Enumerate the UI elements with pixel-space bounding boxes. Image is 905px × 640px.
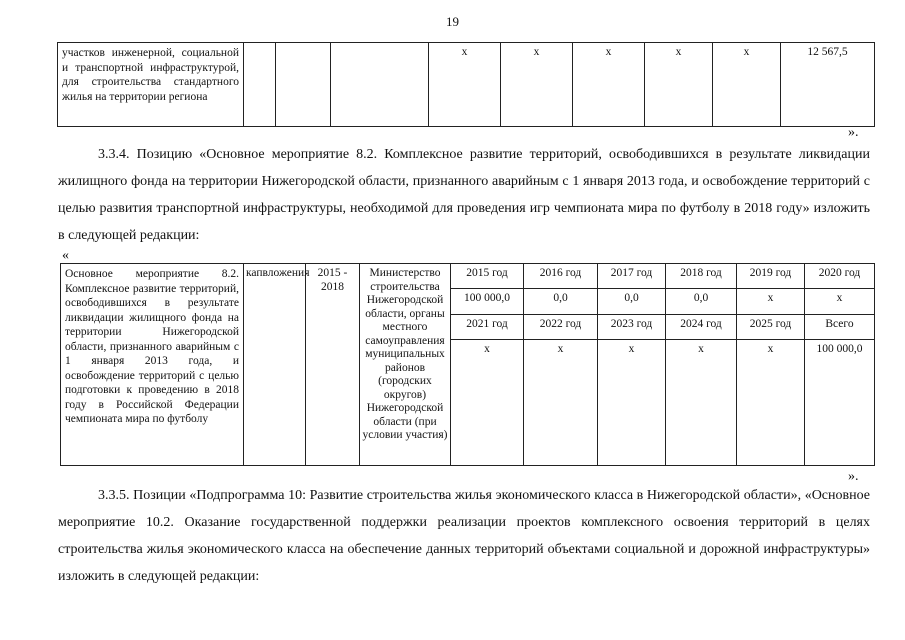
closing-quote: ». <box>848 125 859 140</box>
year-header: 2017 год <box>610 267 653 279</box>
year-value: x <box>557 343 564 355</box>
top-table <box>57 42 875 127</box>
main-table-executor: Министерство строительства Нижегородской области, органы местного самоуправления муниципальных районов (городских округов) Нижегородской области (при условии участия) <box>362 267 448 441</box>
total-header: Всего <box>825 318 854 330</box>
year-value: 0,0 <box>624 292 639 304</box>
top-table-value: x <box>675 46 682 58</box>
year-value: x <box>484 343 490 355</box>
year-value: 100 000,0 <box>464 292 510 304</box>
top-table-value: x <box>605 46 612 58</box>
top-table-value: x <box>533 46 540 58</box>
year-header: 2022 год <box>539 318 582 330</box>
opening-quote: « <box>62 248 69 263</box>
top-table-empty-cell <box>331 43 429 127</box>
year-header: 2020 год <box>818 267 861 279</box>
paragraph-text: 3.3.4. Позицию «Основное мероприятие 8.2. Комплексное развитие территорий, освободившихся в результате ликвидации жилищного фонда на территории Нижегородской области, признанного аварийным с 1 января 2013 года, и освобождение территорий с целью развития транспортной инфраструктуры, необходимой для проведения игр чемпионата мира по футболу в 2018 году» изложить в следующей редакции: <box>58 147 870 243</box>
top-table-total: 12 567,5 <box>807 46 848 58</box>
year-value: 0,0 <box>693 292 709 304</box>
year-header: 2016 год <box>539 267 582 279</box>
year-value: x <box>767 292 774 304</box>
year-value: x <box>836 292 843 304</box>
year-value: 0,0 <box>553 292 568 304</box>
year-value: x <box>767 343 774 355</box>
year-header: 2024 год <box>680 318 722 330</box>
top-table-description: участков инженерной, социальной и транспортной инфраструктурой, для строительства стандартного жилья на территории региона <box>62 47 239 103</box>
paragraph-3-3-5 <box>58 482 870 590</box>
main-table-category: капвложения <box>246 267 310 279</box>
year-header: 2018 год <box>680 267 722 279</box>
closing-quote: ». <box>848 469 859 484</box>
paragraph-3-3-4 <box>58 141 870 249</box>
year-header: 2015 год <box>466 267 508 279</box>
year-value: x <box>628 343 635 355</box>
year-header: 2025 год <box>749 318 792 330</box>
top-table-value: x <box>461 46 468 58</box>
page-number: 19 <box>446 14 459 29</box>
year-header: 2023 год <box>610 318 653 330</box>
paragraph-text: 3.3.5. Позиции «Подпрограмма 10: Развитие строительства жилья экономического класса в Нижегородской области», «Основное мероприятие 10.2. Оказание государственной поддержки реализации проектов комплексного освоения территорий в целях строительства жилья экономического класса на обеспечение данных территорий объектами социальной и дорожной инфраструктуры» изложить в следующей редакции: <box>58 488 870 584</box>
top-table-description-cell <box>58 43 244 127</box>
year-value: x <box>698 343 704 355</box>
main-table <box>60 263 875 466</box>
top-table-empty-cell <box>276 43 331 127</box>
year-header: 2021 год <box>466 318 508 330</box>
total-value: 100 000,0 <box>816 343 863 355</box>
top-table-empty-cell <box>244 43 276 127</box>
main-table-description: Основное мероприятие 8.2. Комплексное развитие территорий, освободившихся в результате ликвидации жилищного фонда на территории Нижегородской области, признанного аварийным с 1 января 2013 года, и освобождение территорий с целью подготовки к проведению в 2018 году в Российской Федерации чемпионата мира по футболу <box>65 268 239 425</box>
year-header: 2019 год <box>749 267 792 279</box>
top-table-value: x <box>743 46 750 58</box>
main-table-period: 2015 - 2018 <box>317 267 348 293</box>
